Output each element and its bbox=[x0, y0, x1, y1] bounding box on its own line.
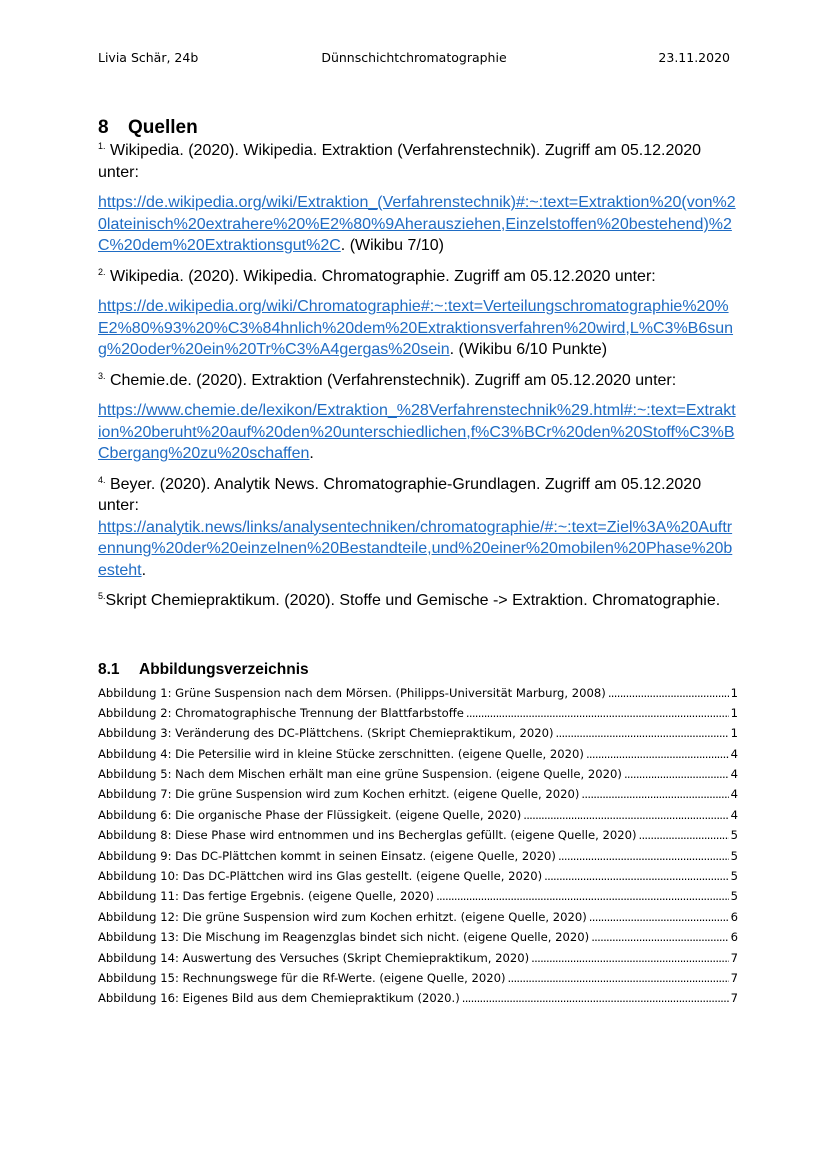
source-link[interactable]: https://de.wikipedia.org/wiki/Extraktion_(Verfahrenstechnik)#:~:text=Extraktion%20(von%20lateinisch%20extrahere%20%E2%80%9Aherausziehen,Einzelstoffen%20bestehend)%2C%20dem%20Extraktionsgut%2C bbox=[98, 194, 736, 254]
source-marker: 4. bbox=[98, 474, 106, 485]
source-url-line bbox=[98, 400, 738, 465]
source-url-line bbox=[98, 517, 738, 582]
dot-leader bbox=[589, 910, 729, 924]
figure-entry[interactable] bbox=[98, 828, 738, 848]
dot-leader bbox=[556, 726, 729, 740]
dot-leader bbox=[544, 869, 728, 883]
figure-label: Abbildung 12: Die grüne Suspension wird zum Kochen erhitzt. (eigene Quelle, 2020) bbox=[98, 909, 587, 924]
source-marker: 5. bbox=[98, 591, 106, 601]
sources-heading-number: 8 bbox=[98, 117, 109, 138]
figure-entry[interactable] bbox=[98, 747, 738, 767]
sources-heading bbox=[98, 116, 738, 140]
figure-entry[interactable] bbox=[98, 930, 738, 950]
source-link[interactable]: https://analytik.news/links/analysentechniken/chromatographie/#:~:text=Ziel%3A%20Auftrennung%20der%20einzelnen%20Bestandteile,und%20einer%20mobilen%20Phase%20besteht bbox=[98, 518, 733, 579]
figure-page-number: 6 bbox=[730, 930, 738, 945]
sources-heading-title: Quellen bbox=[128, 117, 198, 138]
figure-page-number: 7 bbox=[730, 950, 738, 965]
dot-leader bbox=[436, 889, 729, 903]
figure-page-number: 5 bbox=[730, 889, 738, 904]
figure-entry[interactable] bbox=[98, 910, 738, 930]
figure-label: Abbildung 3: Veränderung des DC-Plättchens. (Skript Chemiepraktikum, 2020) bbox=[98, 726, 554, 741]
figures-heading-title: Abbildungsverzeichnis bbox=[139, 660, 309, 678]
figure-label: Abbildung 9: Das DC-Plättchen kommt in seinen Einsatz. (eigene Quelle, 2020) bbox=[98, 848, 556, 863]
figure-label: Abbildung 10: Das DC-Plättchen wird ins Glas gestellt. (eigene Quelle, 2020) bbox=[98, 869, 543, 884]
figure-entry[interactable] bbox=[98, 787, 738, 807]
figure-page-number: 6 bbox=[730, 909, 738, 924]
source-entry-3 bbox=[98, 370, 738, 465]
source-entry-2 bbox=[98, 266, 738, 361]
figure-page-number: 4 bbox=[730, 807, 738, 822]
source-suffix: . bbox=[141, 561, 147, 579]
dot-leader bbox=[581, 787, 728, 801]
header-title: Dünnschichtchromatographie bbox=[321, 50, 507, 65]
figure-label: Abbildung 13: Die Mischung im Reagenzglas bindet sich nicht. (eigene Quelle, 2020) bbox=[98, 930, 590, 945]
dot-leader bbox=[624, 767, 729, 781]
figure-page-number: 4 bbox=[730, 787, 738, 802]
figure-page-number: 5 bbox=[730, 848, 738, 863]
dot-leader bbox=[558, 849, 729, 863]
dot-leader bbox=[591, 930, 728, 944]
figure-label: Abbildung 2: Chromatographische Trennung der Blattfarbstoffe bbox=[98, 705, 464, 720]
figure-page-number: 4 bbox=[730, 767, 738, 782]
page-header bbox=[98, 50, 730, 70]
figure-entry[interactable] bbox=[98, 706, 738, 726]
source-url-line bbox=[98, 296, 738, 361]
source-citation: $^{1.}$ Wikipedia. (2020). Wikipedia. Extraktion (Verfahrenstechnik). Zugriff am 05.12.2020 unter: bbox=[98, 141, 702, 181]
figure-entry[interactable] bbox=[98, 991, 738, 1011]
figure-entry[interactable] bbox=[98, 767, 738, 787]
figure-label: Abbildung 5: Nach dem Mischen erhält man eine grüne Suspension. (eigene Quelle, 2020) bbox=[98, 767, 622, 782]
figure-page-number: 7 bbox=[730, 970, 738, 985]
figure-label: Abbildung 1: Grüne Suspension nach dem Mörsen. (Philipps-Universität Marburg, 2008) bbox=[98, 685, 606, 700]
figure-entry[interactable] bbox=[98, 971, 738, 991]
source-marker: 1. bbox=[98, 141, 106, 151]
figure-label: Abbildung 14: Auswertung des Versuches (Skript Chemiepraktikum, 2020) bbox=[98, 950, 530, 965]
figure-entry[interactable] bbox=[98, 726, 738, 746]
figures-heading-number: 8.1 bbox=[98, 660, 120, 678]
figure-label: Abbildung 7: Die grüne Suspension wird zum Kochen erhitzt. (eigene Quelle, 2020) bbox=[98, 787, 580, 802]
source-citation: $^{5.}$Skript Chemiepraktikum. (2020). Stoffe und Gemische -> Extraktion. Chromatographie. bbox=[98, 591, 721, 609]
source-suffix: . bbox=[309, 445, 314, 462]
source-marker: 2. bbox=[98, 266, 106, 277]
dot-leader bbox=[608, 686, 729, 700]
figure-label: Abbildung 4: Die Petersilie wird in kleine Stücke zerschnitten. (eigene Quelle, 2020) bbox=[98, 746, 584, 761]
figure-entry[interactable] bbox=[98, 849, 738, 869]
dot-leader bbox=[466, 706, 729, 720]
figure-page-number: 7 bbox=[730, 991, 738, 1006]
figure-entry[interactable] bbox=[98, 686, 738, 706]
figure-label: Abbildung 8: Diese Phase wird entnommen und ins Becherglas gefüllt. (eigene Quelle, 2020) bbox=[98, 828, 637, 843]
header-date: 23.11.2020 bbox=[658, 50, 730, 65]
dot-leader bbox=[586, 747, 729, 761]
figure-entry[interactable] bbox=[98, 951, 738, 971]
figure-entry[interactable] bbox=[98, 889, 738, 909]
dot-leader bbox=[523, 808, 728, 822]
figure-label: Abbildung 6: Die organische Phase der Flüssigkeit. (eigene Quelle, 2020) bbox=[98, 807, 522, 822]
figures-list bbox=[98, 686, 738, 1012]
figure-page-number: 5 bbox=[730, 828, 738, 843]
header-author: Livia Schär, 24b bbox=[98, 50, 199, 65]
figure-page-number: 4 bbox=[730, 746, 738, 761]
source-entry-5 bbox=[98, 590, 738, 612]
source-marker: 3. bbox=[98, 370, 106, 381]
source-suffix: . (Wikibu 7/10) bbox=[340, 237, 444, 254]
figure-page-number: 1 bbox=[730, 705, 738, 720]
dot-leader bbox=[462, 991, 729, 1005]
source-citation: $^{4.}$ Beyer. (2020). Analytik News. Chromatographie-Grundlagen. Zugriff am 05.12.2020 unter: bbox=[98, 474, 702, 514]
dot-leader bbox=[531, 951, 728, 965]
figure-label: Abbildung 15: Rechnungswege für die Rf-Werte. (eigene Quelle, 2020) bbox=[98, 970, 506, 985]
dot-leader bbox=[508, 971, 729, 985]
source-entry-1 bbox=[98, 140, 738, 257]
figures-heading bbox=[98, 660, 738, 680]
figure-entry[interactable] bbox=[98, 808, 738, 828]
figure-page-number: 1 bbox=[730, 726, 738, 741]
source-entry-4 bbox=[98, 474, 738, 582]
figure-label: Abbildung 16: Eigenes Bild aus dem Chemiepraktikum (2020.) bbox=[98, 991, 460, 1006]
source-url-line bbox=[98, 192, 738, 257]
figure-label: Abbildung 11: Das fertige Ergebnis. (eigene Quelle, 2020) bbox=[98, 889, 435, 904]
source-link[interactable]: https://www.chemie.de/lexikon/Extraktion_%28Verfahrenstechnik%29.html#:~:text=Extraktion%20beruht%20auf%20den%20unterschiedlichen,f%C3%BCr%20den%20Stoff%C3%BCbergang%20zu%20schaffen bbox=[98, 402, 736, 462]
figure-entry[interactable] bbox=[98, 869, 738, 889]
figure-page-number: 5 bbox=[730, 869, 738, 884]
dot-leader bbox=[638, 828, 728, 842]
source-citation: $^{2.}$ Wikipedia. (2020). Wikipedia. Chromatographie. Zugriff am 05.12.2020 unter: bbox=[98, 266, 656, 285]
source-suffix: . (Wikibu 6/10 Punkte) bbox=[449, 341, 608, 358]
source-citation: $^{3.}$ Chemie.de. (2020). Extraktion (Verfahrenstechnik). Zugriff am 05.12.2020 unter: bbox=[98, 370, 677, 389]
page-content bbox=[98, 116, 738, 1012]
source-link[interactable]: https://de.wikipedia.org/wiki/Chromatographie#:~:text=Verteilungschromatographie%20%E2%80%93%20%C3%84hnlich%20dem%20Extraktionsverfahren%20wird,L%C3%B6sung%20oder%20ein%20Tr%C3%A4gergas%20sein bbox=[98, 298, 734, 358]
figure-page-number: 1 bbox=[730, 685, 738, 700]
